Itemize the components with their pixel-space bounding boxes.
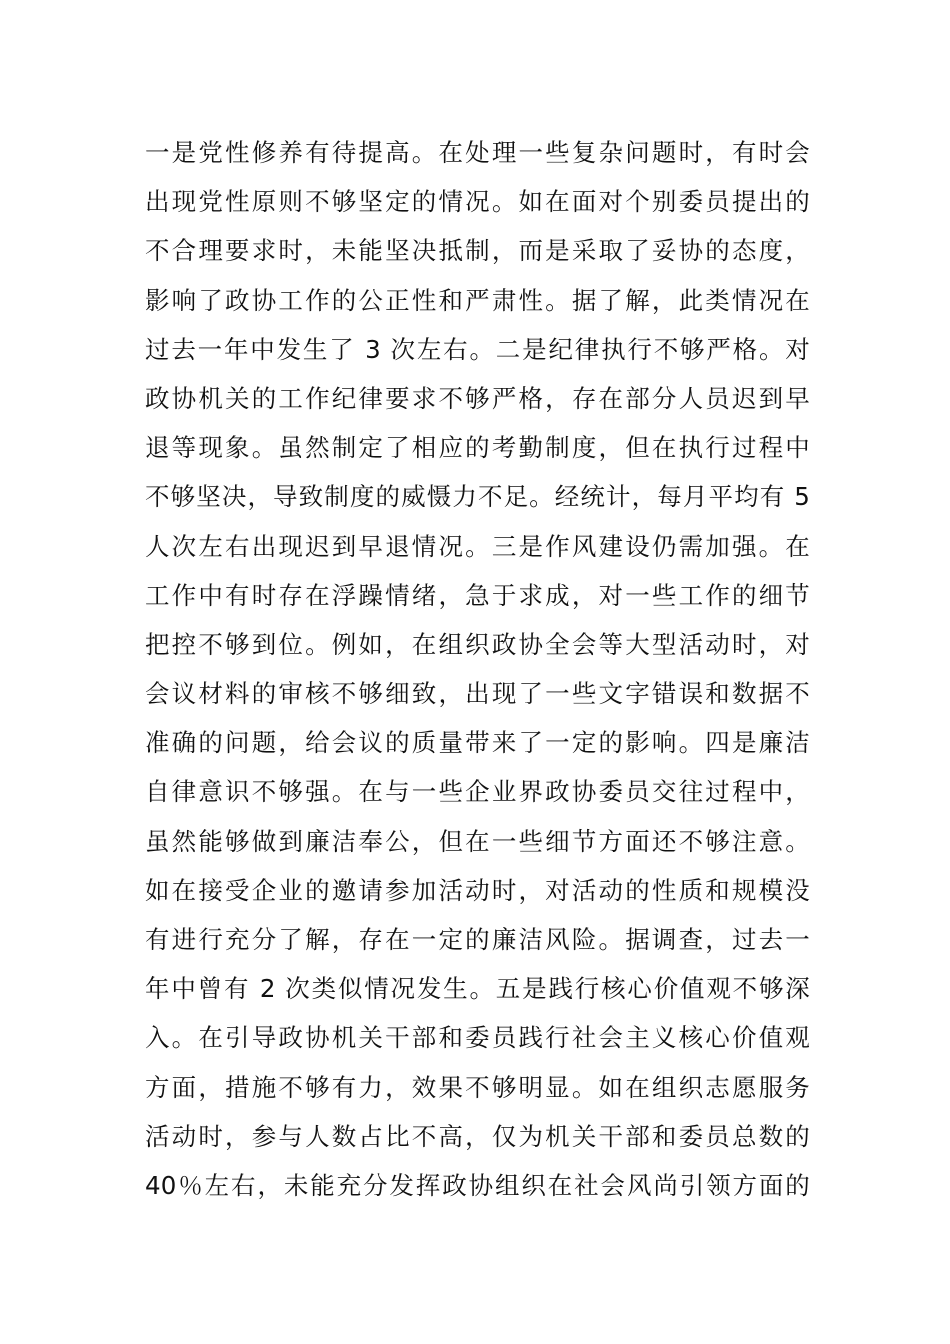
- text-line: 不够坚决，导致制度的威慑力不足。经统计，每月平均有 5: [145, 482, 810, 512]
- text-line: 40％左右，未能充分发挥政协组织在社会风尚引领方面的: [145, 1170, 810, 1200]
- text-line: 出现党性原则不够坚定的情况。如在面对个别委员提出的: [145, 187, 810, 217]
- text-line: 有进行充分了解，存在一定的廉洁风险。据调查，过去一: [145, 925, 810, 954]
- text-line: 过去一年中发生了 3 次左右。二是纪律执行不够严格。对: [145, 334, 810, 364]
- text-line: 方面，措施不够有力，效果不够明显。如在组织志愿服务: [145, 1072, 810, 1102]
- text-line: 活动时，参与人数占比不高，仅为机关干部和委员总数的: [145, 1121, 810, 1151]
- text-line: 工作中有时存在浮躁情绪，急于求成，对一些工作的细节: [145, 580, 810, 610]
- text-line: 把控不够到位。例如，在组织政协全会等大型活动时，对: [145, 629, 810, 659]
- body-paragraph: [145, 128, 810, 1210]
- text-line: 准确的问题，给会议的质量带来了一定的影响。四是廉洁: [145, 728, 810, 758]
- text-line: 影响了政协工作的公正性和严肃性。据了解，此类情况在: [145, 285, 810, 315]
- text-line: 年中曾有 2 次类似情况发生。五是践行核心价值观不够深: [145, 974, 810, 1004]
- text-line: 人次左右出现迟到早退情况。三是作风建设仍需加强。在: [145, 531, 810, 561]
- text-line: 虽然能够做到廉洁奉公，但在一些细节方面还不够注意。: [145, 826, 810, 856]
- text-line: 会议材料的审核不够细致，出现了一些文字错误和数据不: [145, 679, 810, 709]
- text-line: 一是党性修养有待提高。在处理一些复杂问题时，有时会: [145, 138, 810, 167]
- text-line: 不合理要求时，未能坚决抵制，而是采取了妥协的态度，: [145, 236, 810, 266]
- text-line: 如在接受企业的邀请参加活动时，对活动的性质和规模没: [145, 875, 810, 905]
- text-line: 政协机关的工作纪律要求不够严格，存在部分人员迟到早: [145, 383, 810, 413]
- text-line: 退等现象。虽然制定了相应的考勤制度，但在执行过程中: [145, 433, 810, 463]
- text-line: 入。在引导政协机关干部和委员践行社会主义核心价值观: [145, 1023, 810, 1053]
- text-line: 自律意识不够强。在与一些企业界政协委员交往过程中，: [145, 777, 810, 807]
